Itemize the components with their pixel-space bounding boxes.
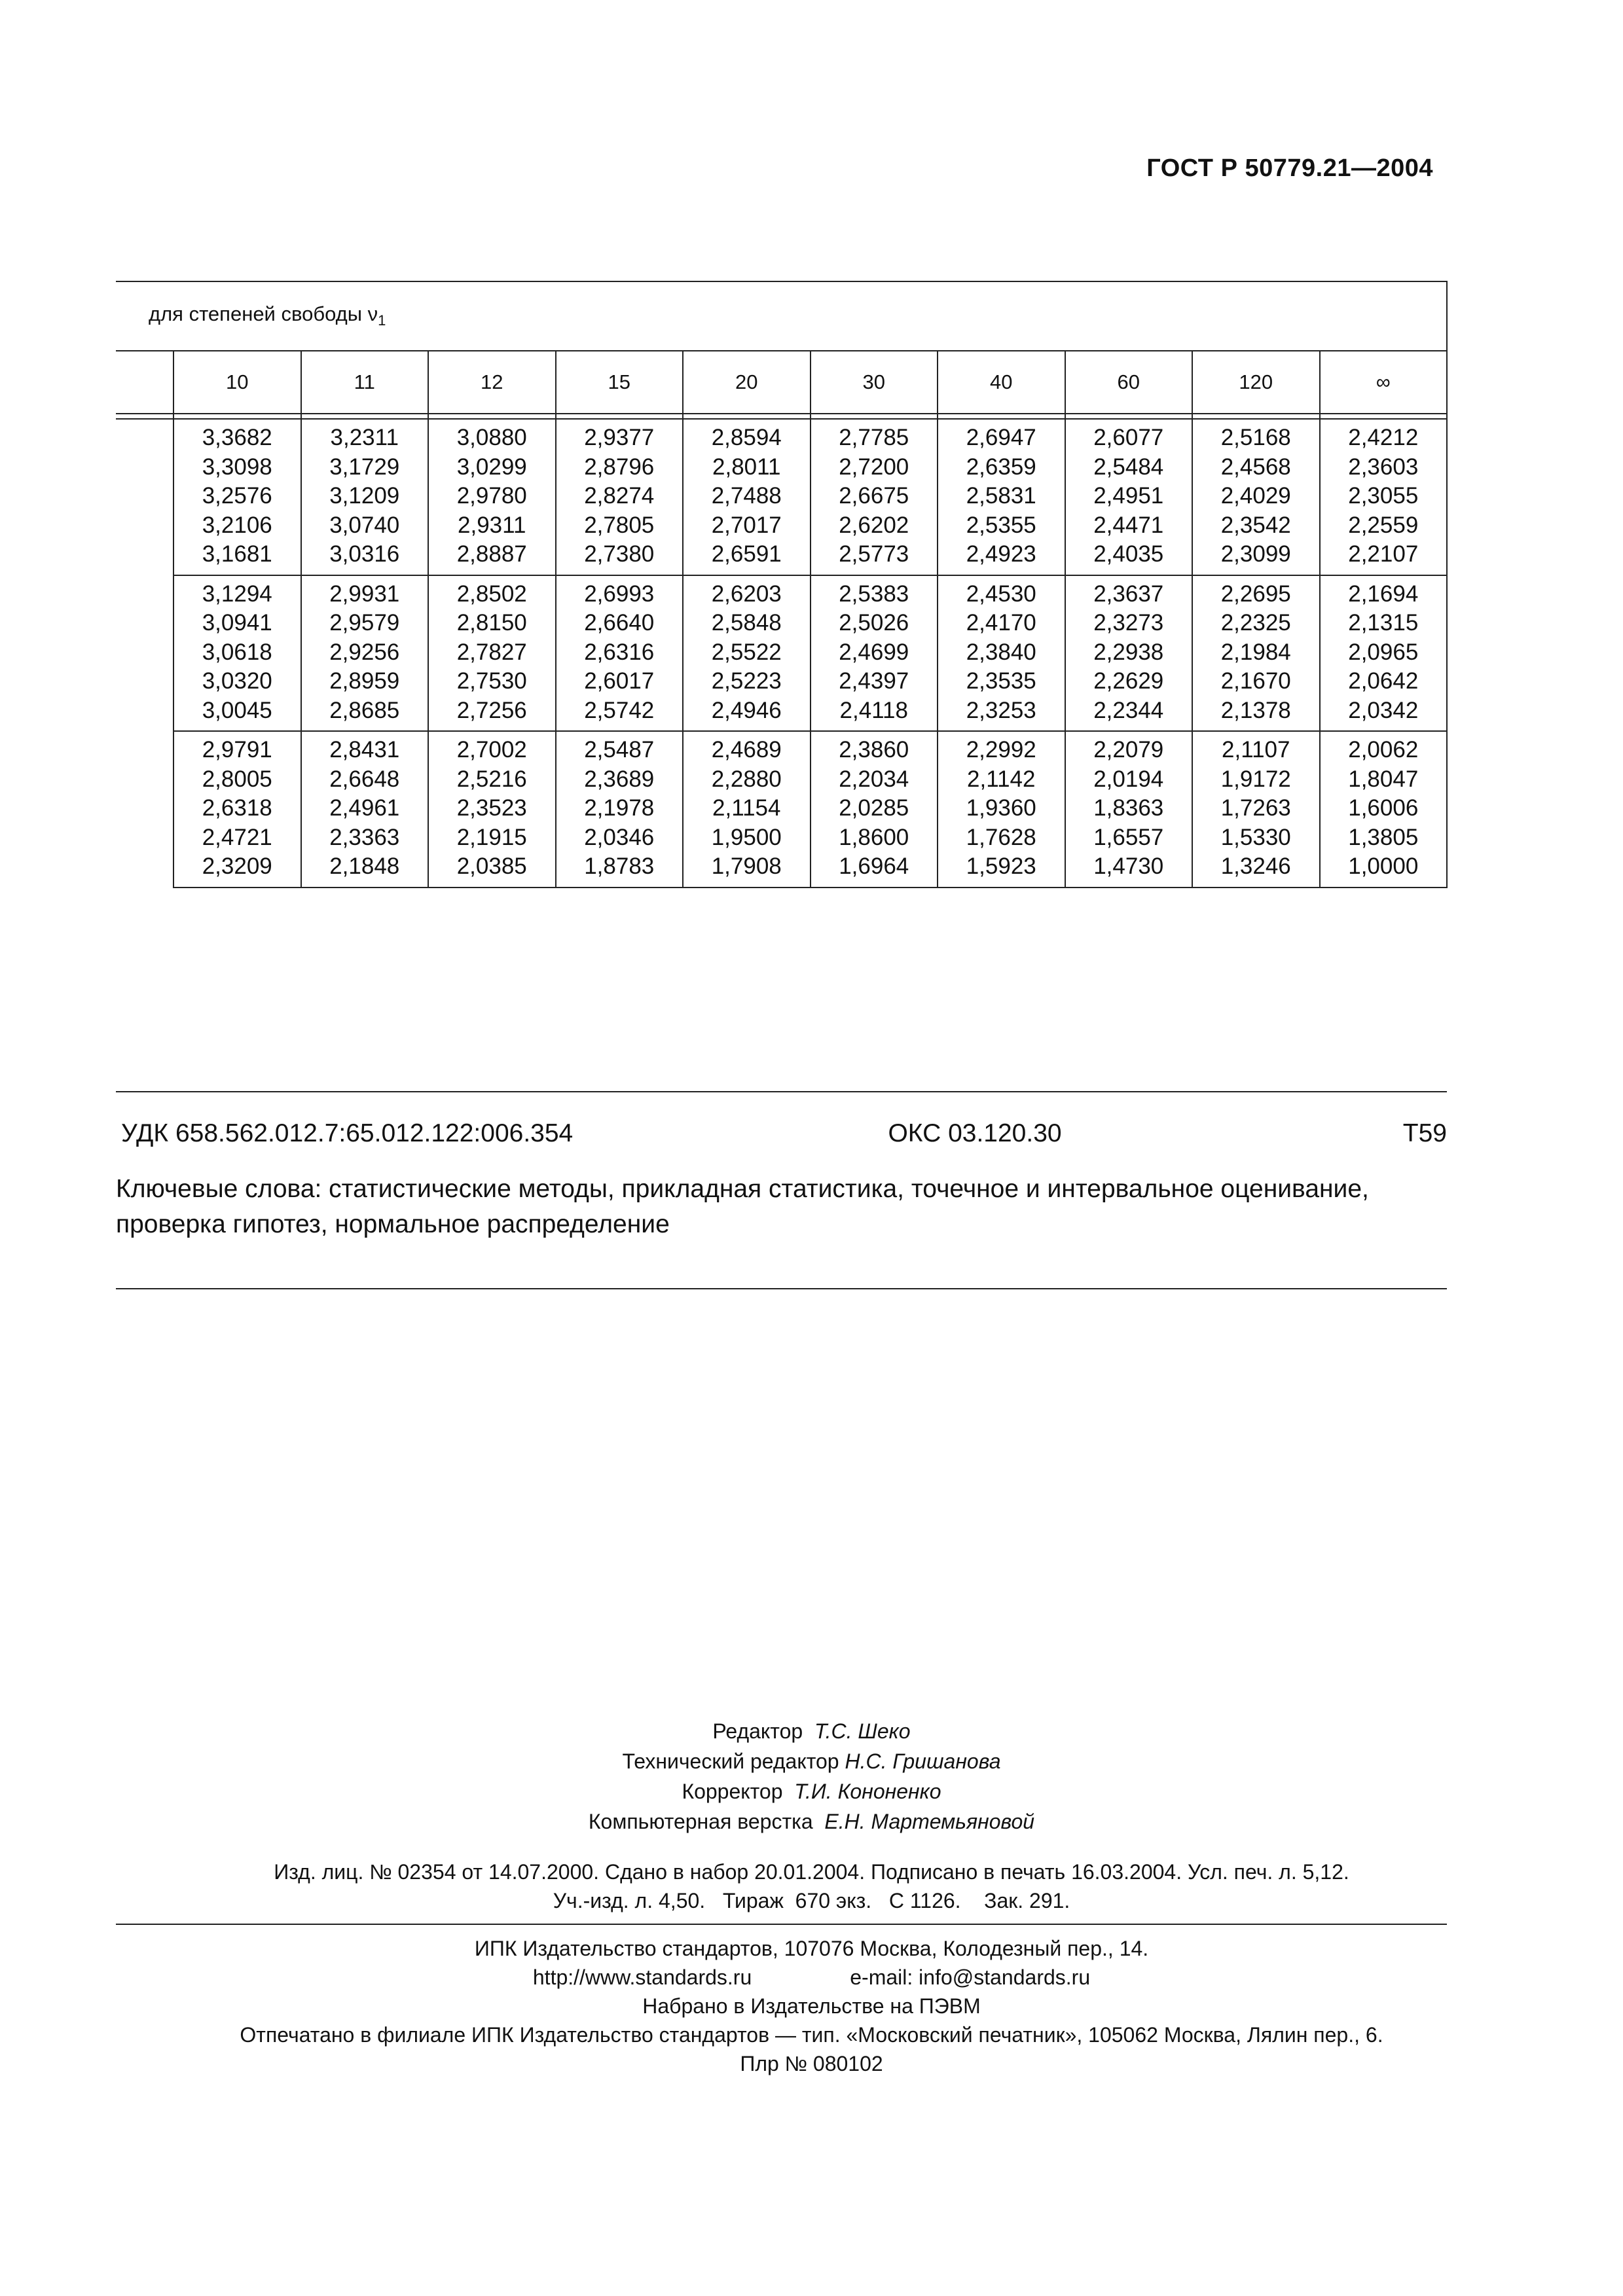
table-value: 2,4699 [839, 639, 909, 665]
table-value: 2,8431 [329, 737, 400, 762]
udk-code: УДК 658.562.012.7:65.012.122:006.354 [121, 1119, 574, 1147]
table-value: 2,5522 [711, 639, 782, 665]
table-value: 2,1978 [584, 795, 655, 821]
table-value: 2,3273 [1093, 610, 1164, 636]
table-cell [1065, 419, 1193, 575]
table-value: 3,2576 [202, 483, 272, 509]
table-value: 1,8783 [584, 853, 655, 879]
table-value: 2,5223 [711, 668, 782, 694]
table-value: 2,7002 [456, 737, 527, 762]
table-value: 1,7628 [966, 824, 1036, 850]
table-value: 3,1729 [329, 454, 400, 480]
table-value: 2,6017 [584, 668, 655, 694]
table-value: 2,6640 [584, 610, 655, 636]
table-value: 2,5484 [1093, 454, 1164, 480]
table-value: 2,9579 [329, 610, 400, 636]
table-value: 2,0385 [456, 853, 527, 879]
table-value: 1,9172 [1220, 766, 1291, 792]
column-header: 30 [811, 351, 938, 414]
table-cell [173, 419, 301, 575]
table-value: 2,3209 [202, 853, 272, 879]
rule-cell [116, 414, 173, 419]
table-cell [173, 731, 301, 888]
table-value: 2,1315 [1348, 610, 1419, 636]
table-cell [428, 419, 556, 575]
imprint-line-1: Изд. лиц. № 02354 от 14.07.2000. Сдано в набор 20.01.2004. Подписано в печать 16.03.2004. Усл. печ. л. 5,12. [274, 1860, 1349, 1884]
table-value: 3,0299 [456, 454, 527, 480]
column-header: 40 [938, 351, 1065, 414]
table-value: 2,4530 [966, 581, 1036, 607]
rule-cell [1065, 414, 1193, 419]
publisher-email[interactable]: e-mail: info@standards.ru [850, 1965, 1091, 1989]
table-value: 1,4730 [1093, 853, 1164, 879]
table-value: 1,6006 [1348, 795, 1419, 821]
table-value: 2,7530 [456, 668, 527, 694]
table-value: 2,8959 [329, 668, 400, 694]
table-value: 1,8363 [1093, 795, 1164, 821]
rule-cell [811, 414, 938, 419]
table-value: 2,4397 [839, 668, 909, 694]
rule-cell [683, 414, 811, 419]
table-value: 2,0194 [1093, 766, 1164, 792]
table-value: 2,3253 [966, 697, 1036, 723]
column-header: ∞ [1320, 351, 1448, 414]
row-label-cell [116, 419, 173, 575]
table-value: 3,1209 [329, 483, 400, 509]
table-value: 1,5330 [1220, 824, 1291, 850]
table-caption [116, 281, 1447, 351]
column-header: 10 [173, 351, 301, 414]
table-value: 2,4029 [1220, 483, 1291, 509]
table-value: 2,6993 [584, 581, 655, 607]
table-value: 3,1294 [202, 581, 272, 607]
table-value: 1,3805 [1348, 824, 1419, 850]
table-value: 2,3055 [1348, 483, 1419, 509]
table-value: 2,2079 [1093, 737, 1164, 762]
table-value: 2,3542 [1220, 512, 1291, 538]
table-value: 3,0618 [202, 639, 272, 665]
table-value: 2,8594 [711, 425, 782, 450]
table-value: 2,8796 [584, 454, 655, 480]
table-value: 2,4951 [1093, 483, 1164, 509]
oks-code: ОКС 03.120.30 [888, 1119, 1062, 1147]
credit-role: Редактор [712, 1719, 803, 1743]
table-value: 2,6316 [584, 639, 655, 665]
table-value: 1,7908 [711, 853, 782, 879]
credit-name: Т.И. Кононенко [794, 1780, 941, 1803]
publisher-address: ИПК Издательство стандартов, 107076 Москва, Колодезный пер., 14. [474, 1937, 1149, 1960]
table-value: 2,1142 [967, 766, 1036, 792]
f-distribution-table [116, 281, 1447, 888]
table-value: 2,3637 [1093, 581, 1164, 607]
table-value: 2,2992 [966, 737, 1036, 762]
table-value: 1,0000 [1348, 853, 1419, 879]
table-cell [556, 575, 684, 732]
table-value: 2,0342 [1348, 697, 1419, 723]
table-value: 2,9377 [584, 425, 655, 450]
table-value: 2,0285 [839, 795, 909, 821]
table-value: 2,3689 [584, 766, 655, 792]
table-cell [1192, 419, 1320, 575]
imprint-line-2: Уч.-изд. л. 4,50. Тираж 670 экз. С 1126. Зак. 291. [553, 1889, 1070, 1912]
table-value: 2,4923 [966, 541, 1036, 567]
credit-name: Н.С. Гришанова [845, 1749, 1001, 1773]
table-cell [556, 419, 684, 575]
table-value: 3,3098 [202, 454, 272, 480]
credit-proofreader [0, 1776, 1623, 1806]
table-value: 3,1681 [202, 541, 272, 567]
keywords: Ключевые слова: статистические методы, прикладная статистика, точечное и интервальное оценивание, проверка гипотез, нормальное распределение [116, 1175, 1369, 1238]
table-value: 2,2629 [1093, 668, 1164, 694]
rule-cell [173, 414, 301, 419]
table-value: 2,3840 [966, 639, 1036, 665]
table-value: 2,7200 [839, 454, 909, 480]
table-cell [938, 575, 1065, 732]
column-header: 15 [556, 351, 684, 414]
table-row-group [116, 575, 1447, 732]
table-value: 3,0941 [202, 610, 272, 636]
row-label-cell [116, 731, 173, 888]
table-value: 2,1984 [1220, 639, 1291, 665]
table-value: 2,4035 [1093, 541, 1164, 567]
table-value: 2,8887 [456, 541, 527, 567]
publisher-printed: Отпечатано в филиале ИПК Издательство стандартов — тип. «Московский печатник», 105062 Москва, Лялин пер., 6. [240, 2023, 1383, 2047]
rule-cell [428, 414, 556, 419]
table-cell [683, 575, 811, 732]
publisher-contacts [0, 1963, 1623, 1992]
table-value: 2,6203 [711, 581, 782, 607]
table-value: 2,5831 [966, 483, 1036, 509]
table-value: 2,1378 [1220, 697, 1291, 723]
table-value: 2,7256 [456, 697, 527, 723]
credit-editor [0, 1716, 1623, 1746]
table-value: 2,0346 [584, 824, 655, 850]
table-value: 2,4689 [711, 737, 782, 762]
table-value: 2,8011 [712, 454, 781, 480]
table-value: 2,1694 [1348, 581, 1419, 607]
table-value: 1,6964 [839, 853, 909, 879]
table-value: 2,5355 [966, 512, 1036, 538]
table-value: 3,0045 [202, 697, 272, 723]
table-value: 2,7805 [584, 512, 655, 538]
table-value: 3,0316 [329, 541, 400, 567]
column-header: 20 [683, 351, 811, 414]
table-value: 2,5848 [711, 610, 782, 636]
credit-name: Е.Н. Мартемьяновой [824, 1810, 1035, 1833]
table-value: 2,4568 [1220, 454, 1291, 480]
table-value: 2,1107 [1222, 737, 1290, 762]
table-value: 2,3363 [329, 824, 400, 850]
table-cell [301, 575, 429, 732]
table-cell [1320, 575, 1448, 732]
data-table [116, 281, 1448, 888]
table-value: 3,0740 [329, 512, 400, 538]
table-value: 2,3603 [1348, 454, 1419, 480]
table-value: 2,8150 [456, 610, 527, 636]
table-value: 2,9256 [329, 639, 400, 665]
publisher-typeset: Набрано в Издательстве на ПЭВМ [642, 1994, 981, 2018]
column-header: 12 [428, 351, 556, 414]
table-value: 2,4946 [711, 697, 782, 723]
row-label-header [116, 351, 173, 414]
rule-cell [301, 414, 429, 419]
credits-block [0, 1716, 1623, 1837]
table-value: 2,5773 [839, 541, 909, 567]
table-value: 1,7263 [1220, 795, 1291, 821]
table-value: 2,5216 [456, 766, 527, 792]
table-value: 1,8600 [839, 824, 909, 850]
table-value: 1,3246 [1220, 853, 1291, 879]
table-value: 2,4721 [202, 824, 272, 850]
table-value: 3,2106 [202, 512, 272, 538]
table-value: 2,6202 [839, 512, 909, 538]
table-cell [556, 731, 684, 888]
table-row-group [116, 419, 1447, 575]
table-value: 2,8685 [329, 697, 400, 723]
table-value: 1,5923 [966, 853, 1036, 879]
table-cell [811, 575, 938, 732]
table-cell [811, 419, 938, 575]
document-code: ГОСТ Р 50779.21—2004 [1146, 154, 1433, 182]
table-value: 2,5383 [839, 581, 909, 607]
table-value: 2,2034 [839, 766, 909, 792]
table-cell [811, 731, 938, 888]
table-cell [1192, 575, 1320, 732]
table-value: 2,7827 [456, 639, 527, 665]
credit-name: Т.С. Шеко [814, 1719, 911, 1743]
table-caption-subscript: 1 [378, 312, 386, 329]
table-value: 2,7017 [711, 512, 782, 538]
table-row-group [116, 731, 1447, 888]
table-cell [1065, 575, 1193, 732]
table-value: 2,0062 [1348, 737, 1419, 762]
rule-cell [1320, 414, 1448, 419]
table-cell [683, 731, 811, 888]
table-value: 2,9931 [329, 581, 400, 607]
table-value: 2,6318 [202, 795, 272, 821]
table-value: 3,3682 [202, 425, 272, 450]
credit-layout [0, 1806, 1623, 1837]
column-header: 120 [1192, 351, 1320, 414]
table-value: 2,6077 [1093, 425, 1164, 450]
table-value: 1,9500 [711, 824, 782, 850]
table-value: 2,6648 [329, 766, 400, 792]
table-cell [173, 575, 301, 732]
table-value: 1,8047 [1348, 766, 1419, 792]
table-value: 2,8274 [584, 483, 655, 509]
table-cell [683, 419, 811, 575]
table-value: 2,6359 [966, 454, 1036, 480]
rule-cell [556, 414, 684, 419]
table-value: 2,2559 [1348, 512, 1419, 538]
table-value: 2,2695 [1220, 581, 1291, 607]
table-value: 2,3523 [456, 795, 527, 821]
header-double-rule [116, 414, 1447, 419]
table-value: 2,9311 [458, 512, 526, 538]
table-value: 2,3535 [966, 668, 1036, 694]
table-value: 2,4118 [839, 697, 908, 723]
publisher-block [0, 1934, 1623, 2078]
table-value: 2,6591 [711, 541, 782, 567]
divider-imprint [116, 1924, 1447, 1925]
table-value: 2,1848 [329, 853, 400, 879]
credit-role: Компьютерная верстка [588, 1810, 813, 1833]
table-value: 2,2938 [1093, 639, 1164, 665]
table-value: 2,8502 [456, 581, 527, 607]
publisher-plr: Плр № 080102 [740, 2052, 883, 2075]
table-value: 2,0965 [1348, 639, 1419, 665]
table-value: 2,1915 [456, 824, 527, 850]
table-value: 2,7488 [711, 483, 782, 509]
table-value: 2,4471 [1093, 512, 1164, 538]
table-cell [301, 731, 429, 888]
table-value: 2,6947 [966, 425, 1036, 450]
table-value: 2,8005 [202, 766, 272, 792]
table-value: 3,0320 [202, 668, 272, 694]
table-value: 2,5487 [584, 737, 655, 762]
table-cell [938, 731, 1065, 888]
column-header-row [116, 351, 1447, 414]
table-value: 2,4961 [329, 795, 400, 821]
table-value: 2,4212 [1348, 425, 1419, 450]
credit-tech-editor [0, 1746, 1623, 1776]
table-value: 2,9780 [456, 483, 527, 509]
table-caption-text: для степеней свободы ν [149, 302, 378, 326]
table-value: 1,6557 [1093, 824, 1164, 850]
table-value: 2,4170 [966, 610, 1036, 636]
table-value: 3,2311 [330, 425, 399, 450]
table-value: 2,7785 [839, 425, 909, 450]
table-cell [1320, 731, 1448, 888]
table-cell [1320, 419, 1448, 575]
table-cell [1065, 731, 1193, 888]
table-value: 2,2325 [1220, 610, 1291, 636]
group-code: Т59 [1402, 1119, 1447, 1147]
table-value: 2,2344 [1093, 697, 1164, 723]
table-value: 2,2107 [1348, 541, 1419, 567]
table-value: 2,5026 [839, 610, 909, 636]
table-value: 2,7380 [584, 541, 655, 567]
table-cell [1192, 731, 1320, 888]
rule-cell [938, 414, 1065, 419]
table-cell [938, 419, 1065, 575]
row-label-cell [116, 575, 173, 732]
table-value: 2,6675 [839, 483, 909, 509]
table-value: 2,0642 [1348, 668, 1419, 694]
classification-line [121, 1119, 1447, 1148]
credit-role: Корректор [682, 1780, 783, 1803]
column-header: 11 [301, 351, 429, 414]
table-value: 2,3099 [1220, 541, 1291, 567]
credit-role: Технический редактор [622, 1749, 839, 1773]
divider-keywords [116, 1288, 1447, 1289]
table-value: 3,0880 [456, 425, 527, 450]
imprint-block [0, 1857, 1623, 1915]
table-value: 2,5742 [584, 697, 655, 723]
publisher-website[interactable]: http://www.standards.ru [532, 1965, 752, 1989]
table-value: 2,9791 [202, 737, 272, 762]
table-value: 2,1154 [712, 795, 781, 821]
column-header: 60 [1065, 351, 1193, 414]
table-cell [301, 419, 429, 575]
divider-top [116, 1091, 1447, 1092]
table-value: 2,1670 [1220, 668, 1291, 694]
table-value: 2,3860 [839, 737, 909, 762]
table-value: 2,5168 [1220, 425, 1291, 450]
table-cell [428, 575, 556, 732]
rule-cell [1192, 414, 1320, 419]
table-value: 2,2880 [711, 766, 782, 792]
table-value: 1,9360 [966, 795, 1036, 821]
table-cell [428, 731, 556, 888]
